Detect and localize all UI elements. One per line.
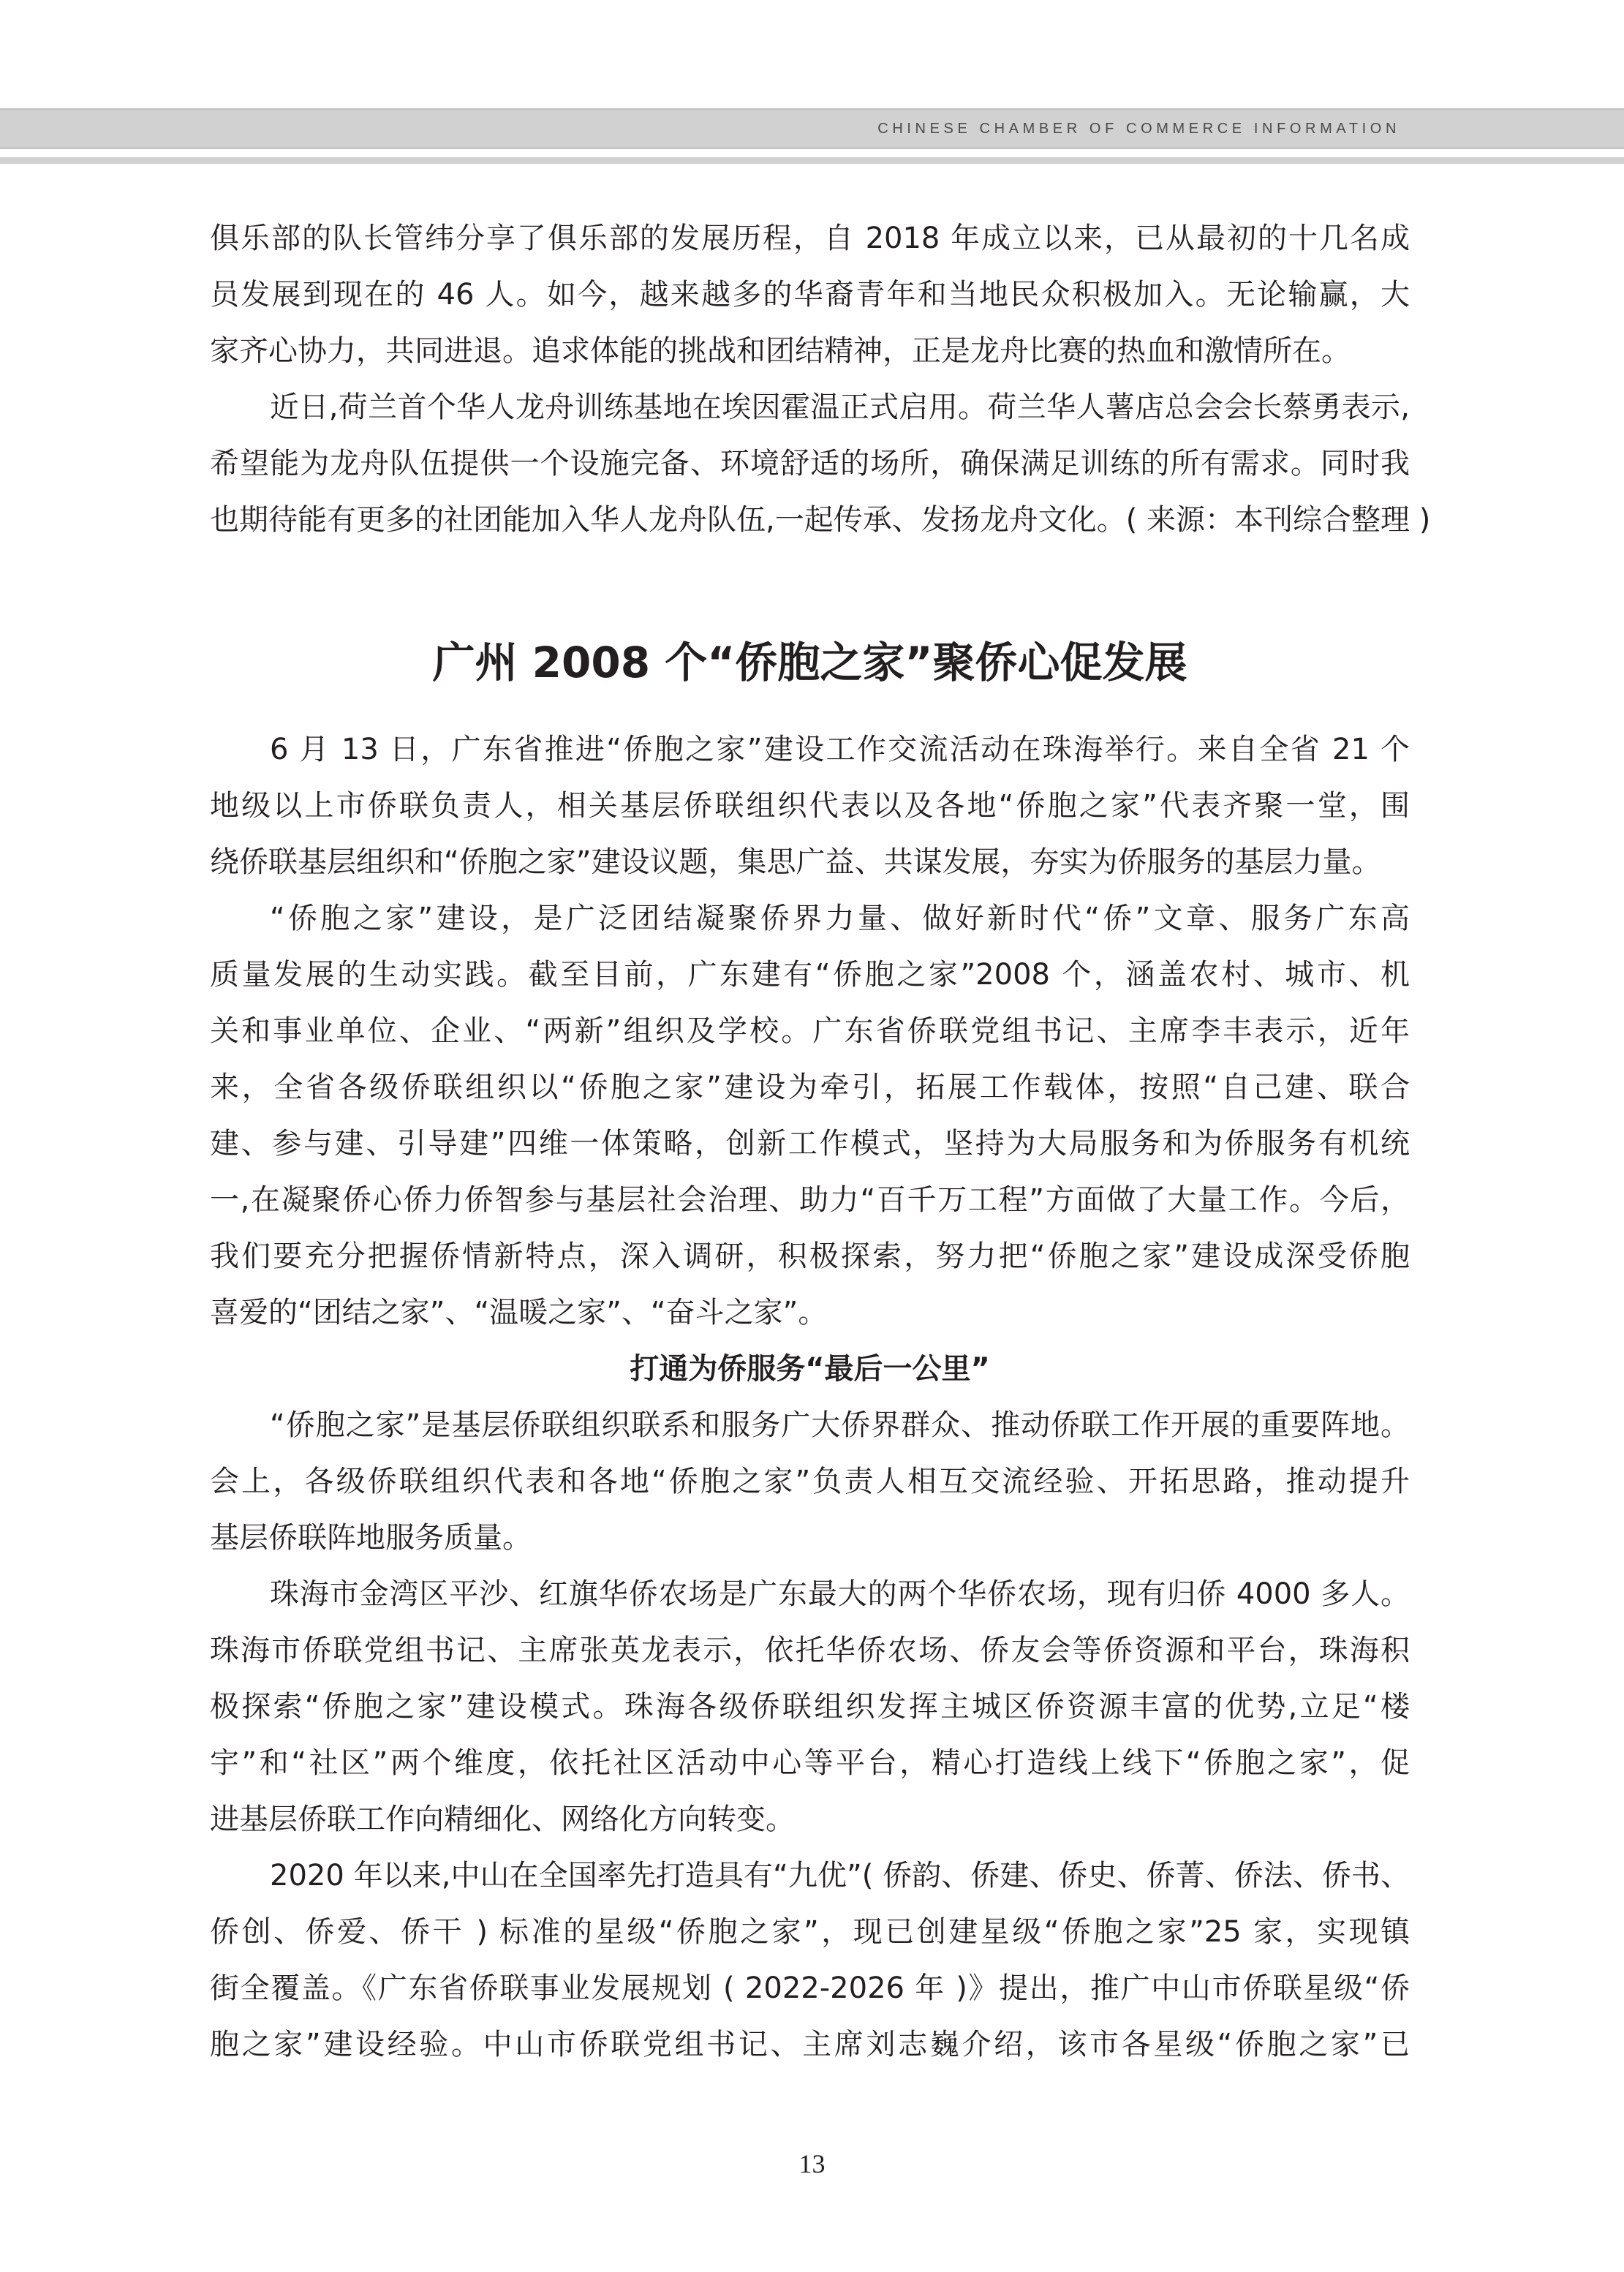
- text-line: 来，全省各级侨联组织以“侨胞之家”建设为牵引，拓展工作载体，按照“自己建、联合: [210, 1071, 1410, 1104]
- text-line: 极探索“侨胞之家”建设模式。珠海各级侨联组织发挥主城区侨资源丰富的优势,立足“楼: [210, 1690, 1410, 1724]
- text-line: “侨胞之家”是基层侨联组织联系和服务广大侨界群众、推动侨联工作开展的重要阵地。: [270, 1408, 1410, 1442]
- text-line: 侨创、侨爱、侨干 ) 标准的星级“侨胞之家”，现已创建星级“侨胞之家”25 家，实现镇: [210, 1915, 1410, 1949]
- text-line: 宇”和“社区”两个维度，依托社区活动中心等平台，精心打造线上线下“侨胞之家”，促: [210, 1746, 1410, 1780]
- text-line: 会上，各级侨联组织代表和各地“侨胞之家”负责人相互交流经验、开拓思路，推动提升: [210, 1465, 1410, 1498]
- text-line: 俱乐部的队长管纬分享了俱乐部的发展历程，自 2018 年成立以来，已从最初的十几名成: [210, 222, 1410, 255]
- text-line: 2020 年以来,中山在全国率先打造具有“九优”( 侨韵、侨建、侨史、侨菁、侨法、侨书、: [270, 1859, 1410, 1892]
- text-line: 近日,荷兰首个华人龙舟训练基地在埃因霍温正式启用。荷兰华人薯店总会会长蔡勇表示,: [270, 390, 1410, 424]
- section-subheading: 打通为侨服务“最后一公里”: [630, 1352, 990, 1386]
- text-line: 基层侨联阵地服务质量。: [210, 1521, 532, 1555]
- text-line: 珠海市侨联党组书记、主席张英龙表示，依托华侨农场、侨友会等侨资源和平台，珠海积: [210, 1634, 1410, 1667]
- text-line: 地级以上市侨联负责人，相关基层侨联组织代表以及各地“侨胞之家”代表齐聚一堂，围: [210, 789, 1410, 823]
- paragraph: [210, 1397, 1410, 1566]
- text-line: 关和事业单位、企业、“两新”组织及学校。广东省侨联党组书记、主席李丰表示，近年: [210, 1014, 1410, 1048]
- text-line: 珠海市金湾区平沙、红旗华侨农场是广东最大的两个华侨农场，现有归侨 4000 多人。: [270, 1577, 1410, 1611]
- text-line: 我们要充分把握侨情新特点，深入调研，积极探索，努力把“侨胞之家”建设成深受侨胞: [210, 1239, 1410, 1273]
- running-header: CHINESE CHAMBER OF COMMERCE INFORMATION: [877, 121, 1400, 137]
- paragraph: [210, 211, 1410, 380]
- text-line: “侨胞之家”建设，是广泛团结凝聚侨界力量、做好新时代“侨”文章、服务广东高: [270, 902, 1410, 935]
- text-line: 建、参与建、引导建”四维一体策略，创新工作模式，坚持为大局服务和为侨服务有机统: [210, 1127, 1410, 1160]
- text-line: 员发展到现在的 46 人。如今，越来越多的华裔青年和当地民众积极加入。无论输赢，大: [210, 278, 1410, 312]
- page-number: 13: [798, 2149, 826, 2178]
- previous-article-continuation: [210, 211, 1431, 548]
- text-line: 喜爱的“团结之家”、“温暖之家”、“奋斗之家”。: [210, 1296, 828, 1329]
- text-line: 一,在凝聚侨心侨力侨智参与基层社会治理、助力“百千万工程”方面做了大量工作。今后，: [210, 1183, 1410, 1217]
- paragraph: [210, 1848, 1410, 2073]
- text-line: 希望能为龙舟队伍提供一个设施完备、环境舒适的场所，确保满足训练的所有需求。同时我: [210, 447, 1410, 480]
- text-line: 胞之家”建设经验。中山市侨联党组书记、主席刘志巍介绍，该市各星级“侨胞之家”已: [210, 2028, 1410, 2061]
- text-line: 也期待能有更多的社团能加入华人龙舟队伍,一起传承、发扬龙舟文化。( 来源：本刊综合整理 ): [210, 503, 1431, 537]
- paragraph: [210, 722, 1410, 891]
- text-line: 质量发展的生动实践。截至目前，广东建有“侨胞之家”2008 个，涵盖农村、城市、机: [210, 958, 1410, 992]
- text-line: 绕侨联基层组织和“侨胞之家”建设议题，集思广益、共谋发展，夯实为侨服务的基层力量。: [210, 845, 1381, 879]
- article-title: 广州 2008 个“侨胞之家”聚侨心促发展: [432, 638, 1187, 687]
- article-body: [210, 722, 1410, 2073]
- paragraph: [210, 380, 1431, 548]
- text-line: 家齐心协力，共同进退。追求体能的挑战和团结精神，正是龙舟比赛的热血和激情所在。: [210, 334, 1351, 368]
- text-line: 6 月 13 日，广东省推进“侨胞之家”建设工作交流活动在珠海举行。来自全省 21 个: [270, 733, 1410, 766]
- paragraph: [210, 891, 1410, 1341]
- text-line: 进基层侨联工作向精细化、网络化方向转变。: [210, 1803, 795, 1836]
- paragraph: [210, 1566, 1410, 1848]
- header-rule: [0, 157, 1624, 164]
- text-line: 街全覆盖。《广东省侨联事业发展规划 ( 2022-2026 年 )》提出，推广中山市侨联星级“侨: [210, 1971, 1410, 2005]
